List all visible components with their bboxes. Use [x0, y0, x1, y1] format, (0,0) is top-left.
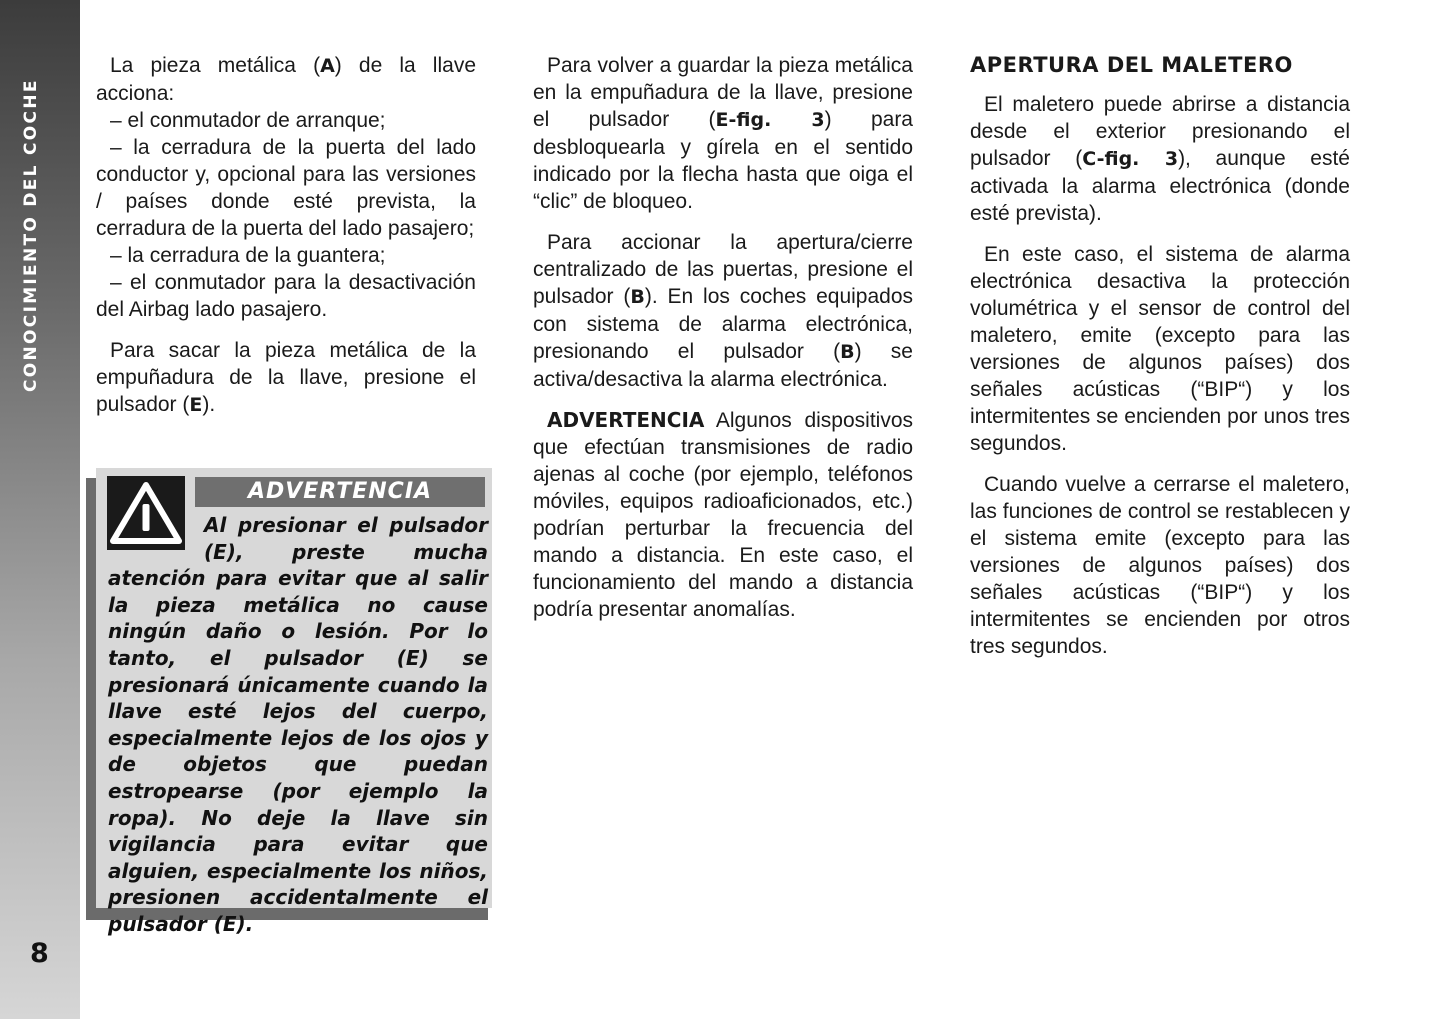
paragraph: Para sacar la pieza metálica de la empuñadura de la llave, presione el pulsador (E). [96, 339, 476, 416]
column-1 [96, 52, 476, 433]
paragraph: Cuando vuelve a cerrarse el maletero, las funciones de control se restablecen y el sistema emite (excepto para las versiones de algunos países) dos señales acústicas (“BIP“) y los intermitentes se encienden por otros tres segundos. [970, 473, 1350, 658]
warning-text: Al presionar el pulsador (E), preste mucha atención para evitar que al salir la pieza metálica no cause ningún daño o lesión. Por lo tanto, el pulsador (E) se presionará únicamente cuando la llave esté lejos del cuerpo, especialmente lejos de los ojos y de objetos que puedan estropearse (por ejemplo la ropa). No deje la llave sin vigilancia para evitar que alguien, especialmente los niños, presionen accidentalmente el pulsador (E). [108, 513, 488, 936]
advertencia-label: ADVERTENCIA [547, 408, 705, 432]
section-title-vertical: CONOCIMIENTO DEL COCHE [21, 78, 41, 392]
column-3 [970, 52, 1350, 674]
list-item: – la cerradura de la guantera; [110, 244, 386, 267]
section-heading: APERTURA DEL MALETERO [970, 53, 1293, 77]
page-number: 8 [30, 938, 49, 969]
paragraph: La pieza metálica (A) de la llave acciona: [96, 54, 476, 105]
warning-header: ADVERTENCIA [195, 477, 485, 507]
list-item: – el conmutador de arranque; [110, 109, 386, 132]
list-item: – el conmutador para la desactivación del Airbag lado pasajero. [96, 271, 476, 321]
paragraph: En este caso, el sistema de alarma electrónica desactiva la protección volumétrica y el sensor de control del maletero, emite (excepto para las versiones de algunos países) dos señales acústicas (“BIP“) y los intermitentes se encienden por unos tres segundos. [970, 243, 1350, 455]
paragraph: ADVERTENCIA Algunos dispositivos que efectúan transmisiones de radio ajenas al coche (por ejemplo, teléfonos móviles, equipos radioaficionados, etc.) podrían perturbar la frecuencia del mando a distancia. En este caso, el funcionamiento del mando a distancia podría presentar anomalías. [533, 408, 913, 621]
paragraph: Para accionar la apertura/cierre centralizado de las puertas, presione el pulsador (B). En los coches equipados con sistema de alarma electrónica, presionando el pulsador (B) se activa/desactiva la alarma electrónica. [533, 231, 914, 391]
list-item: – la cerradura de la puerta del lado conductor y, opcional para las versiones / países donde esté prevista, la cerradura de la puerta del lado pasajero; [96, 136, 476, 240]
paragraph: Para volver a guardar la pieza metálica en la empuñadura de la llave, presione el pulsador (E-fig. 3) para desbloquearla y gírela en el sentido indicado por la flecha hasta que oiga el “clic” de bloqueo. [533, 54, 913, 213]
paragraph: El maletero puede abrirse a distancia desde el exterior presionando el pulsador (C-fig. 3), aunque esté activada la alarma electrónica (donde esté prevista). [970, 93, 1350, 225]
column-2 [533, 52, 913, 637]
